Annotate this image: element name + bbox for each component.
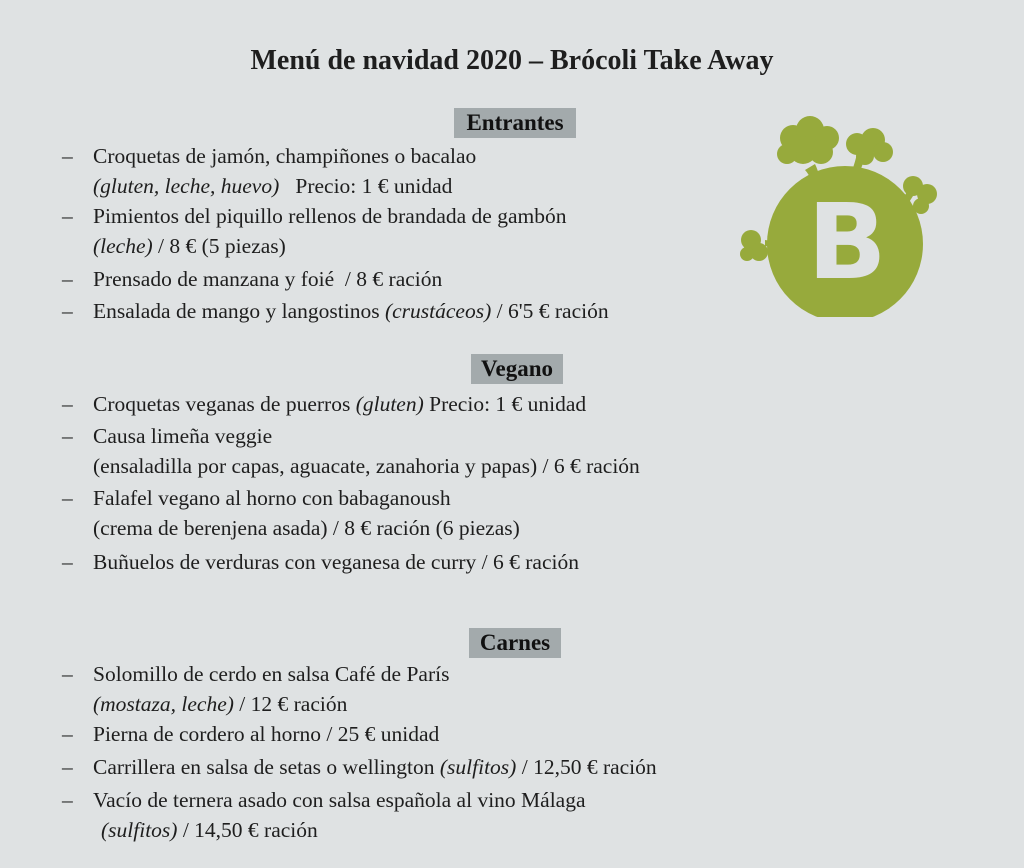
item-name: Causa limeña veggie — [93, 424, 273, 448]
section-heading-carnes: Carnes — [469, 628, 561, 658]
item-allergens: (sulfitos) — [101, 818, 178, 842]
item-price: / 6'5 € ración — [491, 299, 609, 323]
bullet: – — [62, 424, 73, 448]
item-price: / 8 € (5 piezas) — [152, 234, 286, 258]
bullet: – — [62, 144, 73, 168]
bullet: – — [62, 550, 73, 574]
bullet: – — [62, 204, 73, 228]
item-allergens: (gluten, leche, huevo) — [93, 174, 280, 198]
item-name: Prensado de manzana y foié / 8 € ración — [93, 267, 443, 291]
bullet: – — [62, 722, 73, 746]
item-name: Pimientos del piquillo rellenos de brandada de gambón — [93, 204, 567, 228]
item-price: Precio: 1 € unidad — [295, 174, 453, 198]
section-heading-entrantes: Entrantes — [454, 108, 576, 138]
item-name: Buñuelos de verduras con veganesa de curry / 6 € ración — [93, 550, 579, 574]
item-name: Croquetas de jamón, champiñones o bacalao — [93, 144, 477, 168]
item-allergens: (gluten) — [355, 392, 424, 416]
item-allergens: (mostaza, leche) — [93, 692, 234, 716]
section-heading-vegano: Vegano — [471, 354, 563, 384]
logo-letter: B — [807, 181, 887, 303]
bullet: – — [62, 267, 73, 291]
bullet: – — [62, 392, 73, 416]
item-name: Pierna de cordero al horno / 25 € unidad — [93, 722, 440, 746]
bullet: – — [62, 662, 73, 686]
item-price: Precio: 1 € unidad — [423, 392, 587, 416]
item-allergens: (sulfitos) — [439, 755, 517, 779]
item-price: / 14,50 € ración — [177, 818, 318, 842]
item-name: Croquetas veganas de puerros — [93, 392, 356, 416]
item-name: Solomillo de cerdo en salsa Café de París — [93, 662, 450, 686]
item-price: / 12,50 € ración — [516, 755, 657, 779]
item-name: Vacío de ternera asado con salsa española al vino Málaga — [93, 788, 586, 812]
page-title: Menú de navidad 2020 – Brócoli Take Away — [250, 45, 774, 76]
brocoli-logo — [735, 112, 960, 317]
item-name: Falafel vegano al horno con babaganoush — [93, 486, 451, 510]
bullet: – — [62, 788, 73, 812]
item-detail: (crema de berenjena asada) / 8 € ración (6 piezas) — [93, 516, 520, 540]
item-name: Carrillera en salsa de setas o wellington — [93, 755, 440, 779]
item-price: / 12 € ración — [233, 692, 348, 716]
item-detail: (ensaladilla por capas, aguacate, zanahoria y papas) / 6 € ración — [93, 454, 640, 478]
bullet: – — [62, 755, 73, 779]
item-allergens: (leche) — [93, 234, 153, 258]
item-allergens: (crustáceos) — [384, 299, 492, 323]
bullet: – — [62, 299, 73, 323]
bullet: – — [62, 486, 73, 510]
item-name: Ensalada de mango y langostinos — [93, 299, 385, 323]
